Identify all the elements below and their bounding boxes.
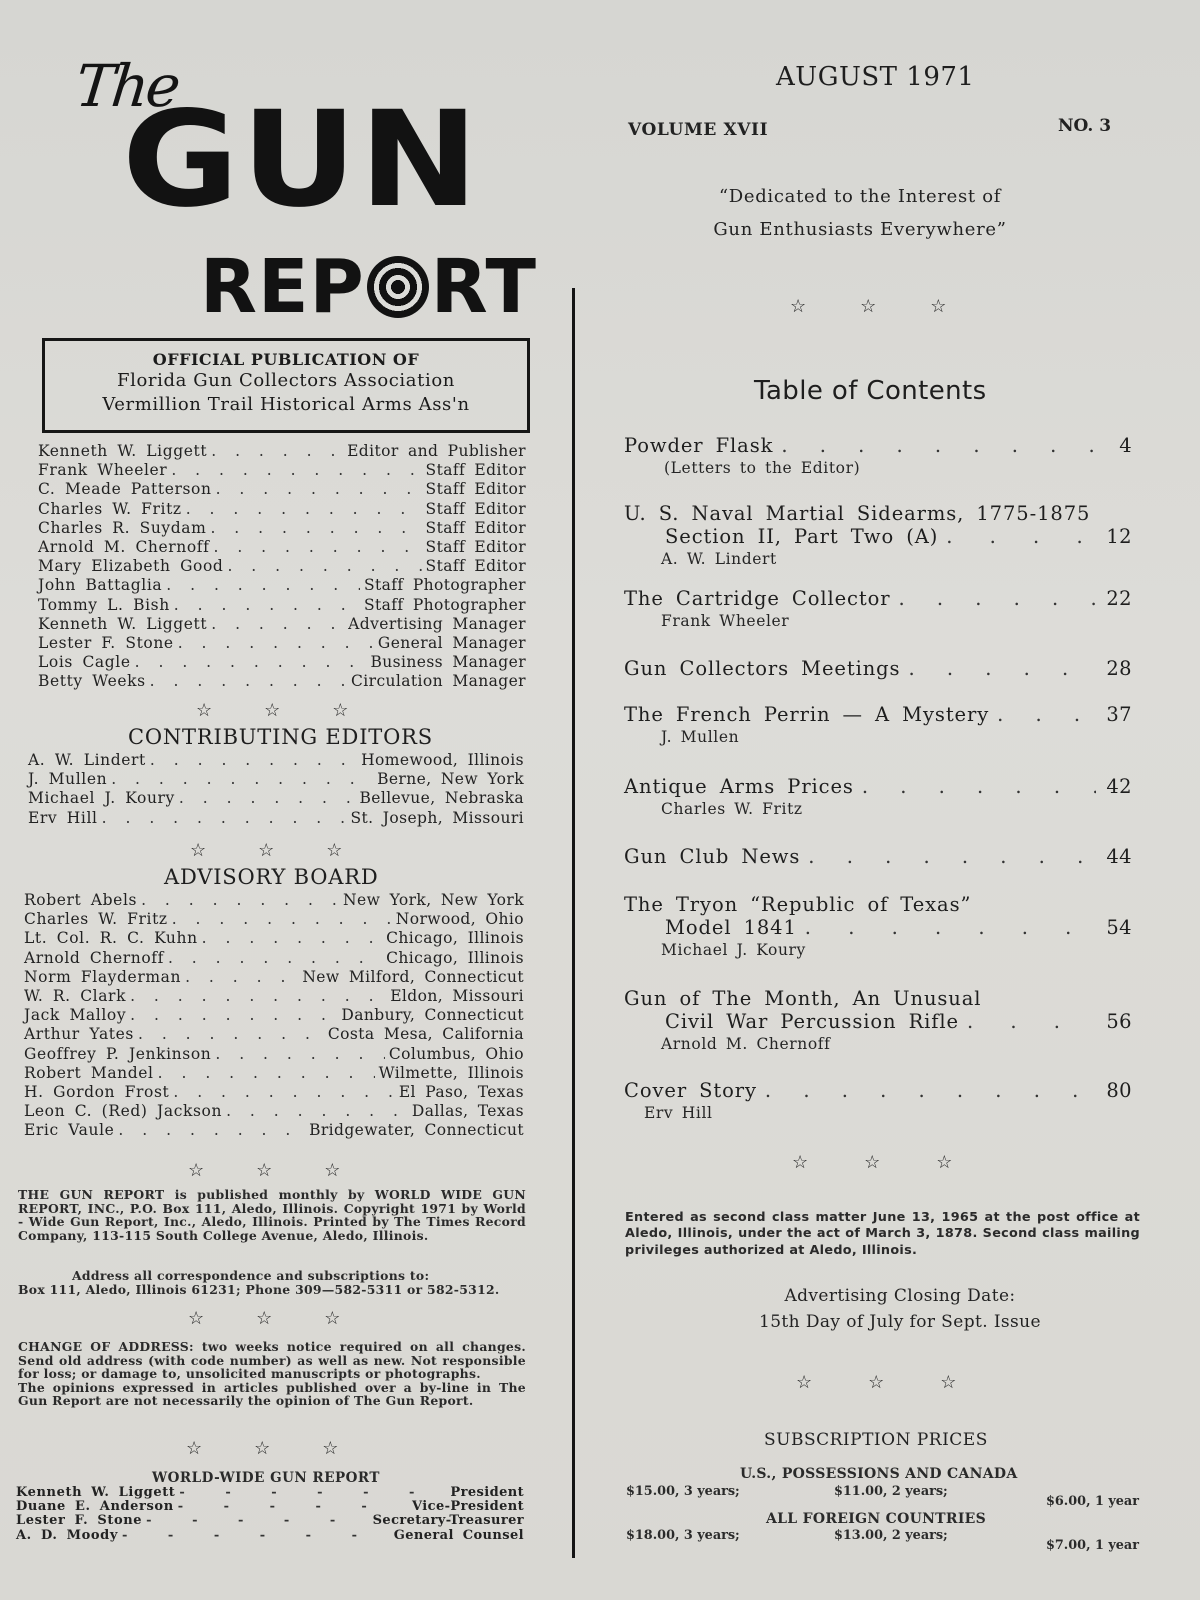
advisor-row [24, 891, 524, 910]
association-1: Florida Gun Collectors Association [117, 370, 455, 391]
advisory-board-list [24, 891, 524, 1141]
leader-dots [215, 1045, 385, 1064]
star-divider [188, 1308, 340, 1329]
star-icon: ☆ [860, 296, 877, 317]
star-icon: ☆ [324, 1308, 341, 1329]
leader-dots [808, 845, 1096, 868]
logo-gun: GUN [122, 83, 481, 237]
toc-entry-title: The Cartridge Collector [624, 587, 891, 610]
toc-page-number: 28 [1106, 657, 1132, 680]
toc-entry-title: Gun Collectors Meetings [624, 657, 901, 680]
table-of-contents-title: Table of Contents [754, 376, 987, 406]
staff-role: Staff Photographer [363, 576, 526, 595]
toc-entry[interactable] [624, 703, 1132, 746]
leader-dots [997, 703, 1096, 726]
toc-entry-title: Antique Arms Prices [624, 775, 854, 798]
bullseye-target-icon [367, 256, 429, 318]
staff-name: C. Meade Patterson [38, 480, 212, 499]
toc-entry[interactable] [624, 434, 1132, 477]
toc-entry-author: J. Mullen [661, 728, 740, 746]
toc-entry[interactable] [624, 845, 1132, 868]
advisor-location: El Paso, Texas [398, 1083, 524, 1102]
leader-dots [805, 916, 1096, 939]
toc-page-number: 56 [1106, 1010, 1132, 1033]
leader-dots [130, 1006, 337, 1025]
toc-entry-title-cont: Civil War Percussion Rifle [665, 1010, 959, 1033]
advisor-name: Geoffrey P. Jenkinson [24, 1044, 212, 1063]
star-divider [190, 840, 342, 861]
advisor-row [24, 929, 524, 948]
toc-entry-author: Arnold M. Chernoff [661, 1035, 831, 1053]
star-icon: ☆ [258, 840, 275, 861]
officer-name: Duane E. Anderson [16, 1499, 174, 1515]
logo-report-prefix: REP [200, 244, 365, 330]
staff-row [38, 519, 526, 538]
leader-dots [158, 1064, 375, 1083]
toc-entry-subtitle: (Letters to the Editor) [664, 459, 861, 477]
advisor-row [24, 1121, 524, 1140]
logo-report [200, 244, 537, 330]
leader-dots [211, 615, 344, 634]
staff-role: Business Manager [370, 653, 526, 672]
advisor-name: Leon C. (Red) Jackson [24, 1102, 223, 1121]
officer-title: General Counsel [393, 1527, 524, 1543]
toc-page-number: 22 [1106, 587, 1132, 610]
contributor-location: St. Joseph, Missouri [350, 808, 524, 827]
officer-row [16, 1486, 524, 1500]
advisor-location: New York, New York [343, 891, 524, 909]
advisor-name: Robert Mandel [24, 1063, 154, 1082]
toc-entry-title: The French Perrin — A Mystery [624, 703, 990, 726]
star-icon: ☆ [196, 700, 213, 721]
price-2-year: $13.00, 2 years; [834, 1528, 948, 1543]
toc-entry-title: Cover Story [624, 1079, 757, 1102]
staff-name: Mary Elizabeth Good [38, 557, 224, 576]
advisor-row [24, 968, 524, 987]
advisor-name: Norm Flayderman [24, 967, 182, 986]
masthead-logo [72, 52, 537, 330]
staff-name: Arnold M. Chernoff [38, 538, 210, 557]
contributing-editors-list [28, 751, 524, 828]
ad-closing-value: 15th Day of July for Sept. Issue [759, 1312, 1041, 1332]
leader-dots [141, 891, 339, 910]
toc-entry-title: U. S. Naval Martial Sidearms, 1775-1875 [624, 502, 1091, 525]
advisor-location: Danbury, Connecticut [341, 1006, 524, 1025]
toc-page-number: 54 [1106, 916, 1132, 939]
contributor-name: Michael J. Koury [28, 789, 175, 808]
star-divider [188, 1160, 340, 1181]
leader-dots [118, 1121, 305, 1140]
motto [660, 180, 1060, 246]
leader-dots [168, 949, 382, 968]
leader-dashes [178, 1500, 408, 1514]
toc-entry-author: Charles W. Fritz [661, 800, 803, 818]
leader-dots [211, 442, 343, 461]
staff-list [38, 442, 526, 692]
star-divider [196, 700, 348, 721]
staff-name: Betty Weeks [38, 672, 146, 691]
column-divider [572, 288, 575, 1558]
toc-entry[interactable] [624, 587, 1132, 630]
star-divider [186, 1438, 338, 1459]
leader-dots [186, 500, 422, 519]
leader-dots [135, 653, 367, 672]
officers-list [16, 1486, 524, 1543]
leader-dots [171, 461, 421, 480]
toc-entry[interactable] [624, 502, 1132, 568]
staff-row [38, 461, 526, 480]
staff-role: Staff Editor [425, 480, 526, 499]
star-icon: ☆ [256, 1308, 273, 1329]
toc-entry-title: Gun Club News [624, 845, 801, 868]
star-icon: ☆ [796, 1372, 813, 1393]
advisor-location: Chicago, Illinois [386, 948, 524, 967]
staff-role: Staff Photographer [363, 595, 526, 614]
volume-number: VOLUME XVII [628, 120, 769, 140]
leader-dots [166, 576, 360, 595]
toc-entry[interactable] [624, 1079, 1132, 1122]
toc-entry-title: Gun of The Month, An Unusual [624, 987, 982, 1010]
toc-entry-title: Powder Flask [624, 434, 774, 457]
price-1-year: $7.00, 1 year [1046, 1538, 1139, 1553]
advisor-row [24, 910, 524, 929]
contributor-name: A. W. Lindert [28, 751, 146, 769]
leader-dots [185, 968, 298, 987]
change-of-address-text: CHANGE OF ADDRESS: two weeks notice required on all changes. Send old address (with code number) as well as new. Not responsible for loss; or damage to, unsolicited manuscripts or photographs. [18, 1339, 526, 1382]
logo-the: The [72, 52, 181, 120]
advisor-name: W. R. Clark [24, 987, 127, 1006]
price-2-year: $11.00, 2 years; [834, 1484, 948, 1499]
contributor-name: J. Mullen [28, 770, 108, 789]
officer-row [16, 1529, 524, 1543]
star-divider [796, 1372, 956, 1393]
officer-title: Secretary-Treasurer [372, 1513, 524, 1529]
officer-row [16, 1500, 524, 1514]
staff-role: Editor and Publisher [347, 442, 526, 460]
correspondence-address [18, 1269, 526, 1296]
price-3-year: $18.00, 3 years; [626, 1528, 740, 1543]
staff-row [38, 615, 526, 634]
toc-entry[interactable] [624, 657, 1132, 680]
advisor-row [24, 1102, 524, 1121]
leader-dots [138, 1025, 324, 1044]
leader-dashes [122, 1529, 390, 1543]
advisor-row [24, 1045, 524, 1064]
motto-line-1: “Dedicated to the Interest of [718, 186, 1002, 207]
advertising-closing-date [700, 1283, 1100, 1335]
officer-title: President [450, 1485, 524, 1500]
star-divider [790, 296, 946, 317]
issue-date: AUGUST 1971 [776, 62, 975, 92]
toc-entry-title-cont: Section II, Part Two (A) [665, 525, 939, 548]
official-publication-box [42, 338, 530, 433]
advisor-location: Columbus, Ohio [388, 1044, 524, 1063]
staff-name: Lois Cagle [38, 653, 131, 672]
leader-dots [150, 751, 357, 770]
staff-role: Staff Editor [425, 461, 526, 480]
advisor-row [24, 1025, 524, 1044]
staff-row [38, 576, 526, 595]
star-divider [792, 1152, 952, 1173]
advisor-row [24, 987, 524, 1006]
staff-role: Advertising Manager [348, 614, 526, 633]
advisor-name: Eric Vaule [24, 1121, 115, 1140]
staff-name: Kenneth W. Liggett [38, 614, 208, 633]
advisor-name: Arthur Yates [24, 1025, 134, 1044]
leader-dashes [179, 1486, 446, 1500]
subscription-region-foreign: ALL FOREIGN COUNTRIES [766, 1511, 987, 1527]
address-intro: Address all correspondence and subscriptions to: [72, 1268, 430, 1283]
leader-dots [173, 1083, 394, 1102]
logo-report-suffix: RT [430, 244, 537, 330]
ad-closing-label: Advertising Closing Date: [784, 1286, 1016, 1306]
staff-row [38, 538, 526, 557]
toc-page-number: 80 [1106, 1079, 1132, 1102]
advisor-name: Arnold Chernoff [24, 948, 164, 967]
official-publication-label: OFFICIAL PUBLICATION OF [152, 350, 420, 369]
contributor-row [28, 789, 524, 808]
leader-dots [216, 480, 422, 499]
star-icon: ☆ [264, 700, 281, 721]
star-icon: ☆ [188, 1308, 205, 1329]
star-icon: ☆ [792, 1152, 809, 1173]
leader-dots [967, 1010, 1096, 1033]
staff-row [38, 653, 526, 672]
toc-entry[interactable] [624, 893, 1132, 959]
star-icon: ☆ [868, 1372, 885, 1393]
leader-dots [213, 538, 421, 557]
staff-name: Frank Wheeler [38, 461, 168, 480]
officer-name: Kenneth W. Liggett [16, 1485, 176, 1500]
officer-row [16, 1514, 524, 1528]
advisor-row [24, 949, 524, 968]
leader-dots [781, 434, 1096, 457]
contributor-location: Homewood, Illinois [361, 751, 524, 769]
staff-row [38, 672, 526, 691]
leader-dots [174, 596, 360, 615]
second-class-mail-notice: Entered as second class matter June 13, 1965 at the post office at Aledo, Illinois, under the act of March 3, 1878. Second class mailing privileges authorized at Aledo, Illinois. [625, 1210, 1140, 1258]
staff-role: Staff Editor [425, 499, 526, 518]
toc-entry-author: A. W. Lindert [661, 550, 777, 568]
advisor-name: Jack Malloy [24, 1006, 127, 1025]
advisor-location: Wilmette, Illinois [378, 1063, 524, 1082]
leader-dots [210, 519, 421, 538]
toc-page-number: 12 [1106, 525, 1132, 548]
staff-row [38, 557, 526, 576]
subscription-prices-heading: SUBSCRIPTION PRICES [764, 1430, 988, 1450]
star-icon: ☆ [324, 1160, 341, 1181]
leader-dots [862, 775, 1096, 798]
advisor-name: Lt. Col. R. C. Kuhn [24, 929, 198, 948]
star-icon: ☆ [190, 840, 207, 861]
leader-dots [102, 809, 347, 828]
leader-dots [227, 557, 421, 576]
advisor-location: Dallas, Texas [411, 1102, 524, 1121]
staff-name: Tommy L. Bish [38, 595, 170, 614]
toc-entry[interactable] [624, 987, 1132, 1053]
star-icon: ☆ [864, 1152, 881, 1173]
leader-dots [898, 587, 1096, 610]
toc-page-number: 44 [1106, 845, 1132, 868]
staff-role: General Manager [377, 634, 526, 653]
toc-entry-author: Erv Hill [644, 1104, 713, 1122]
toc-page-number: 4 [1119, 434, 1132, 457]
toc-entry-author: Frank Wheeler [661, 612, 790, 630]
toc-page-number: 37 [1106, 703, 1132, 726]
toc-entry[interactable] [624, 775, 1132, 818]
star-icon: ☆ [332, 700, 349, 721]
star-icon: ☆ [790, 296, 807, 317]
officer-name: A. D. Moody [16, 1527, 118, 1543]
contributor-location: Berne, New York [377, 770, 524, 789]
staff-name: Kenneth W. Liggett [38, 442, 208, 460]
staff-row [38, 480, 526, 499]
advisor-row [24, 1083, 524, 1102]
opinions-disclaimer: The opinions expressed in articles published over a by-line in The Gun Report are not necessarily the opinion of The Gun Report. [18, 1379, 526, 1409]
contributor-name: Erv Hill [28, 808, 98, 827]
contributor-location: Bellevue, Nebraska [359, 789, 524, 808]
change-of-address-notice [18, 1340, 526, 1408]
leader-dots [946, 525, 1096, 548]
advisor-location: Norwood, Ohio [395, 910, 524, 929]
toc-entry-author: Michael J. Koury [661, 941, 806, 959]
leader-dots [150, 672, 347, 691]
star-icon: ☆ [326, 840, 343, 861]
star-icon: ☆ [322, 1438, 339, 1459]
advisor-location: Chicago, Illinois [386, 929, 524, 948]
advisory-board-heading: ADVISORY BOARD [164, 865, 379, 889]
staff-role: Staff Editor [425, 538, 526, 557]
advisor-name: Charles W. Fritz [24, 910, 168, 929]
advisor-location: Bridgewater, Connecticut [309, 1121, 524, 1140]
officer-title: Vice-President [412, 1499, 524, 1515]
toc-entry-title: The Tryon “Republic of Texas” [624, 893, 972, 916]
world-wide-gun-report-heading: WORLD-WIDE GUN REPORT [152, 1470, 380, 1486]
leader-dashes [146, 1514, 368, 1528]
motto-line-2: Gun Enthusiasts Everywhere” [713, 219, 1007, 240]
publication-notice: THE GUN REPORT is published monthly by WORLD WIDE GUN REPORT, INC., P.O. Box 111, Aledo, Illinois. Copyright 1971 by World - Wide Gun Report, Inc., Aledo, Illinois. Printed by The Times Record Company, 113-115 South College Avenue, Aledo, Illinois. [18, 1187, 526, 1243]
advisor-location: Costa Mesa, California [327, 1025, 524, 1044]
staff-name: Charles R. Suydam [38, 518, 207, 537]
staff-role: Staff Editor [425, 557, 526, 576]
leader-dots [179, 789, 356, 808]
staff-role: Circulation Manager [351, 672, 526, 691]
contributing-editors-heading: CONTRIBUTING EDITORS [128, 725, 433, 749]
staff-name: Lester F. Stone [38, 634, 174, 653]
contributor-row [28, 770, 524, 789]
star-icon: ☆ [930, 296, 947, 317]
subscription-region-domestic: U.S., POSSESSIONS AND CANADA [740, 1466, 1018, 1482]
star-icon: ☆ [936, 1152, 953, 1173]
price-1-year: $6.00, 1 year [1046, 1494, 1139, 1509]
officer-name: Lester F. Stone [16, 1513, 143, 1529]
staff-name: John Battaglia [38, 576, 163, 595]
star-icon: ☆ [186, 1438, 203, 1459]
leader-dots [111, 770, 373, 789]
toc-page-number: 42 [1106, 775, 1132, 798]
staff-name: Charles W. Fritz [38, 499, 182, 518]
star-icon: ☆ [188, 1160, 205, 1181]
leader-dots [130, 987, 386, 1006]
association-2: Vermillion Trail Historical Arms Ass'n [102, 394, 470, 415]
advisor-location: Eldon, Missouri [390, 987, 524, 1006]
issue-number: NO. 3 [1058, 116, 1112, 136]
contributor-row [28, 809, 524, 828]
leader-dots [172, 910, 392, 929]
leader-dots [178, 634, 374, 653]
staff-role: Staff Editor [425, 518, 526, 537]
advisor-row [24, 1064, 524, 1083]
leader-dots [226, 1102, 408, 1121]
leader-dots [202, 929, 382, 948]
address-details: Box 111, Aledo, Illinois 61231; Phone 309—582-5311 or 582-5312. [18, 1281, 500, 1297]
contributor-row [28, 751, 524, 770]
price-3-year: $15.00, 3 years; [626, 1484, 740, 1499]
staff-row [38, 500, 526, 519]
star-icon: ☆ [254, 1438, 271, 1459]
advisor-row [24, 1006, 524, 1025]
leader-dots [765, 1079, 1096, 1102]
staff-row [38, 634, 526, 653]
leader-dots [908, 657, 1096, 680]
advisor-name: H. Gordon Frost [24, 1083, 170, 1102]
star-icon: ☆ [256, 1160, 273, 1181]
staff-row [38, 442, 526, 461]
advisor-name: Robert Abels [24, 891, 138, 909]
star-icon: ☆ [940, 1372, 957, 1393]
advisor-location: New Milford, Connecticut [302, 967, 524, 986]
staff-row [38, 596, 526, 615]
toc-entry-title-cont: Model 1841 [665, 916, 797, 939]
